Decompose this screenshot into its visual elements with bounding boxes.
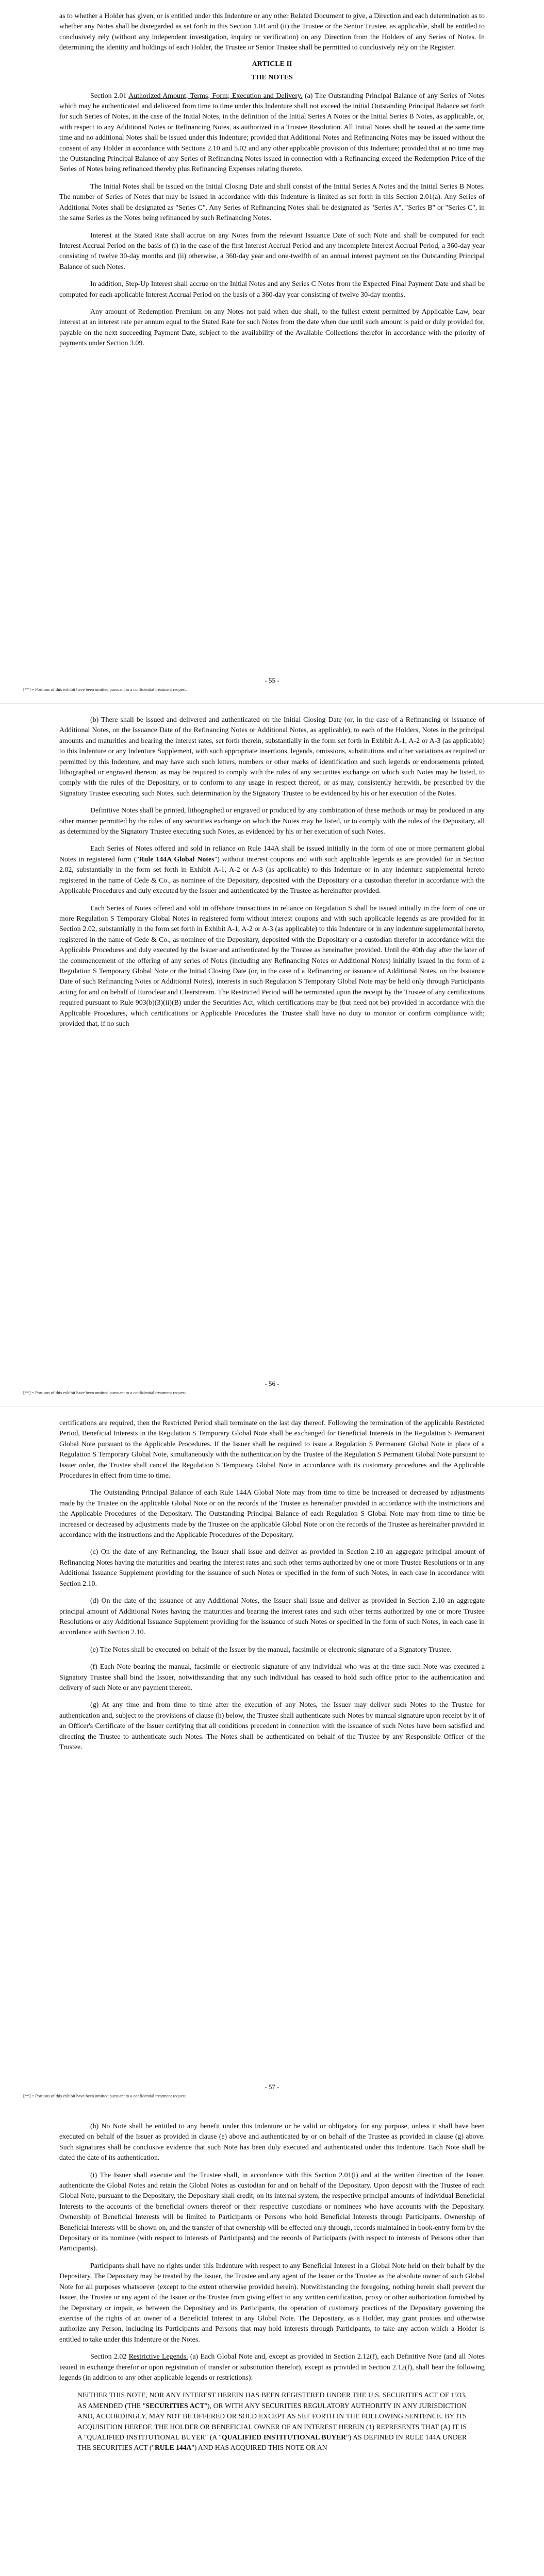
footnote: [**] = Portions of this exhibit have been omitted pursuant to a confidential treatment request. — [23, 1390, 187, 1395]
clause-d-paragraph: (d) On the date of the issuance of any Additional Notes, the Issuer shall issue and deliver as provided in Section 2.10 an aggregate principal amount of Additional Notes having the maturities and bearing the interest rates and such other terms authorized by one or more Trustee Resolutions or any Additional Issuance Supplement providing for the issuance of such Notes or specified in the form of such Notes, in each case in accordance with Section 2.10. — [59, 1597, 485, 1637]
section-2-02-text: (a) Each Global Note and, except as provided in Section 2.12(f), each Definitive Note (and all Notes issued in exchange therefor or upon registration of transfer or substitution therefor), except as provided in Section 2.12(f), shall bear the following legends (in addition to any other applicable legends or restrictions): — [59, 2353, 485, 2382]
clause-h-paragraph: (h) No Note shall be entitled to any benefit under this Indenture or be valid or obligatory for any purpose, unless it shall have been executed on behalf of the Issuer as provided in clause (e) above and authenticated by or on behalf of the Trustee as provided in clause (g) above. Such signatures shall be conclusive evidence that such Note has been duly executed and authenticated under this Indenture. Each Note shall be dated the date of its authentication. — [59, 2123, 485, 2162]
page-number: - 56 - — [265, 1380, 279, 1387]
section-2-01-number: Section 2.01 — [90, 92, 127, 100]
certifications-paragraph: certifications are required, then the Restricted Period shall terminate on the last day thereof. Following the termination of the applicable Restricted Period, Beneficial Interests in the Regulation S Temporary Global Note shall be exchanged for Beneficial Interests in the Regulation S Permanent Global Note pursuant to the Applicable Procedures. If the Issuer shall be required to issue a Regulation S Permanent Global Note in place of a Regulation S Temporary Global Note, simultaneously with the authentication by the Trustee of the Regulation S Permanent Global Note pursuant to Issuer order, the Trustee shall cancel the Regulation S Temporary Global Note in accordance with its customary procedures and the Applicable Procedures in effect from time to time. — [59, 1419, 485, 1480]
footnote: [**] = Portions of this exhibit have been omitted pursuant to a confidential treatment request. — [23, 687, 187, 692]
page-57 — [0, 1406, 544, 2110]
clause-g-paragraph: (g) At any time and from time to time after the execution of any Notes, the Issuer may deliver such Notes to the Trustee for authentication and, subject to the provisions of clause (h) below, the Trustee shall authenticate such Notes by manual signature upon receipt by it of an Officer's Certificate of the Issuer certifying that all conditions precedent in connection with the issuance of such Notes have been satisfied and directing the Trustee to authenticate such Notes. The Notes shall be authenticated on behalf of the Trustee by any Responsible Officer of the Trustee. — [59, 1701, 485, 1751]
footnote: [**] = Portions of this exhibit have been omitted pursuant to a confidential treatment request. — [23, 2093, 187, 2098]
legend-text-4: ") AND HAS ACQUIRED THIS NOTE OR AN — [191, 2444, 327, 2452]
rule-144a-paragraph — [59, 844, 485, 896]
article-heading: ARTICLE II — [252, 60, 292, 68]
legend-text-3: ") AS DEFINED IN RULE 144A UNDER THE SECURITIES ACT (" — [77, 2433, 467, 2452]
restrictive-legend — [77, 2390, 467, 2453]
clause-e-paragraph: (e) The Notes shall be executed on behalf of the Issuer by the manual, facsimile or electronic signature of a Signatory Trustee. — [90, 1646, 452, 1654]
section-2-02-title: Restrictive Legends. — [128, 2353, 188, 2361]
article-title: THE NOTES — [251, 73, 293, 81]
legend-text-2: "), OR WITH ANY SECURITIES REGULATORY AUTHORITY IN ANY JURISDICTION AND, ACCORDINGLY, MAY NOT BE OFFERED OR SOLD EXCEPT AS SET FORTH IN THE FOLLOWING SENTENCE. BY ITS ACQUISITION HEREOF, THE HOLDER OR BENEFICIAL OWNER OF AN INTEREST HEREIN (1) REPRESENTS THAT (A) IT IS A "QUALIFIED INSTITUTIONAL BUYER" (A " — [77, 2401, 467, 2441]
step-up-paragraph: In addition, Step-Up Interest shall accrue on the Initial Notes and any Series C Notes from the Expected Final Payment Date and shall be computed for each applicable Interest Accrual Period on the basis of a 360-day year consisting of twelve 30-day months. — [59, 280, 485, 299]
rule-144a-term: Rule 144A Global Notes — [139, 855, 215, 863]
page-number: - 57 - — [265, 2083, 279, 2091]
intro-paragraph: as to whether a Holder has given, or is entitled under this Indenture or any other Related Document to give, a Direction and each determination as to whether any Notes shall be disregarded as set forth in this Section 1.04 and (ii) the Trustee or the Senior Trustee, as applicable, shall be entitled to conclusively rely (without any independent investigation, inquiry or verification) on any Direction from the Holders of any Series of Notes. In determining the identity and holdings of each Holder, the Trustee or Senior Trustee shall be permitted to conclusively rely on the Register. — [59, 12, 485, 52]
rule-144a-text-2: ") without interest coupons and with such applicable legends as are provided for in Section 2.02, substantially in the form set forth in Exhibit A-1, A-2 or A-3 (as applicable) to this Indenture or in any indenture supplemental hereto registered in the name of Cede & Co., as nominee of the Depositary, deposited with the Depositary or a custodian therefor in accordance with the Applicable Procedures and duly executed by the Issuer and authenticated by the Trustee as hereinafter provided. — [59, 855, 485, 895]
section-2-01-text: (a) The Outstanding Principal Balance of any Series of Notes which may be authenticated and delivered from time to time under this Indenture shall not exceed the initial Outstanding Principal Balance set forth for such Series of Notes, in the case of the Initial Notes, in the definition of the Initial Series A Notes or the Initial Series B Notes, as applicable, or, with respect to any Additional Notes or Refinancing Notes, as authorized in a Trustee Resolution. All Initial Notes shall be issued at the same time time and no additional Notes shall be issued under this Indenture; provided that Additional Notes and Refinancing Notes may be issued without the consent of any Holder in accordance with Sections 2.10 and 5.02 and any other applicable provision of this Indenture; provided that at no time may the Outstanding Principal Balance of any Series of Refinancing Notes issued in connection with a Refinancing exceed the Redemption Price of the Series of Notes being refinanced thereby plus Refinancing Expenses relating thereto. — [59, 92, 485, 174]
page-number: - 55 - — [265, 676, 279, 684]
clause-c-paragraph: (c) On the date of any Refinancing, the Issuer shall issue and deliver as provided in Section 2.10 an aggregate principal amount of Refinancing Notes having the maturities and bearing the interest rates and such other terms authorized by one or more Trustee Resolutions or in any Additional Issuance Supplement providing for the issuance of such Notes or specified in the form of such Notes, in each case in accordance with Section 2.10. — [59, 1548, 485, 1588]
clause-f-paragraph: (f) Each Note bearing the manual, facsimile or electronic signature of any individual who was at the time such Note was executed a Signatory Trustee shall bind the Issuer, notwithstanding that any such individual has ceased to hold such office prior to the authentication and delivery of such Note or any payment thereon. — [59, 1663, 485, 1692]
legend-term-securities-act: SECURITIES ACT — [145, 2401, 205, 2410]
page-55 — [0, 0, 544, 703]
regulation-s-paragraph: Each Series of Notes offered and sold in offshore transactions in reliance on Regulation S shall be issued initially in the form of one or more Regulation S Temporary Global Notes in registered form without interest coupons and with such applicable legends as are provided for in Section 2.02, substantially in the form set forth in Exhibit A-1, A-2 or A-3 (as applicable) to this Indenture or in any indenture supplemental hereto, registered in the name of Cede & Co., as nominee of the Depositary, deposited with the Depositary or a custodian therefor in accordance with the Applicable Procedures and duly executed by the Issuer and authenticated by the Trustee as hereinafter provided. Until the 40th day after the later of the commencement of the offering of any series of Notes (including any Refinancing Notes or Additional Notes) initially issued in the form of a Regulation S Temporary Global Note or the Initial Closing Date (or, in the case of a Refinancing or issuance of Additional Notes, on the Issuance Date of such Refinancing Notes or Additional Notes), interests in such Regulation S Temporary Global Note may be held only through Participants acting for and on behalf of Euroclear and Clearstream. The Restricted Period will be terminated upon the receipt by the Trustee of any certifications required pursuant to Rule 903(b)(3)(ii)(B) under the Securities Act, which certifications may be (but need not be) provided in accordance with the Applicable Procedures, which certifications or Applicable Procedures the Trustee shall have no duty to monitor or confirm compliance with; provided that, if no such — [59, 904, 485, 1028]
initial-notes-paragraph: The Initial Notes shall be issued on the Initial Closing Date and shall consist of the Initial Series A Notes and the Initial Series B Notes. The number of Series of Notes that may be issued in accordance with this Indenture is limited as set forth in this Section 2.01(a). Any Series of Additional Notes shall be designated as "Series C". Any Series of Refinancing Notes shall be designated as "Series A", "Series B" or "Series C", in the same Series as the Notes being refinanced by such Refinancing Notes. — [59, 182, 485, 223]
rule-144a-text-1: Each Series of Notes offered and sold in reliance on Rule 144A shall be issued initially in the form of one or more permanent global Notes in registered form (" — [59, 845, 485, 863]
definitive-notes-paragraph: Definitive Notes shall be printed, lithographed or engraved or produced by any combination of these methods or may be produced in any other manner permitted by the rules of any securities exchange on which the Notes may be listed, or to comply with the rules of the Depositary, all as determined by the Signatory Trustee executing such Notes, as evidenced by his or her execution of such Notes. — [59, 807, 485, 836]
clause-i-paragraph: (i) The Issuer shall execute and the Trustee shall, in accordance with this Section 2.01(i) and at the written direction of the Issuer, authenticate the Global Notes and retain the Global Notes as custodian for and on behalf of the Depositary. Upon deposit with the Trustee of each Global Note, pursuant to the Depositary, the Depositary shall credit, on its internal system, the respective principal amounts of individual Beneficial Interests to the accounts of the beneficial owners thereof or their respective custodians or nominees who have accounts with the Depositary. Ownership of Beneficial Interests will be limited to Participants or Persons who hold Beneficial Interests through Participants. Ownership of Beneficial Interests will be shown on, and the transfer of that ownership will be effected only through, records maintained in book-entry form by the Depositary or its nominee (with respect to interests of Participants) and the records of Participants (with respect to interests of Persons other than Participants). — [59, 2171, 485, 2253]
legend-text-1: NEITHER THIS NOTE, NOR ANY INTEREST HEREIN HAS BEEN REGISTERED UNDER THE U.S. SECURITIES ACT OF 1933, AS AMENDED (THE " — [77, 2391, 467, 2410]
page-56 — [0, 703, 544, 1406]
section-2-02-number: Section 2.02 — [90, 2353, 127, 2361]
participants-paragraph: Participants shall have no rights under this Indenture with respect to any Beneficial Interest in a Global Note held on their behalf by the Depositary. The Depositary may be treated by the Issuer, the Trustee and any agent of the Issuer or the Trustee as the absolute owner of such Global Note for all purposes whatsoever (except to the extent otherwise provided herein). Notwithstanding the foregoing, nothing herein shall prevent the Issuer, the Trustee or any agent of the Issuer or the Trustee from giving effect to any written certification, proxy or other authorization furnished by the Depositary or impair, as between the Depositary and its Participants, the operation of customary practices of the Depositary governing the exercise of the rights of an owner of a Beneficial Interest in any Global Note. The Depositary, as a Holder, may grant proxies and otherwise authorize any Person, including its Participants and Persons that may hold interests through Participants, to take any action which a Holder is entitled to take under this Indenture or the Notes. — [59, 2262, 485, 2344]
interest-paragraph: Interest at the Stated Rate shall accrue on any Notes from the relevant Issuance Date of such Note and shall be computed for each Interest Accrual Period on the basis of (i) in the case of the first Interest Accrual Period and any incomplete Interest Accrual Period, a 360-day year consisting of twelve 30-day months and (ii) otherwise, a 360-day year and one-twelfth of an annual interest payment on the Outstanding Principal Balance of such Notes. — [59, 231, 485, 271]
clause-b-paragraph: (b) There shall be issued and delivered and authenticated on the Initial Closing Date (or, in the case of a Refinancing or issuance of Additional Notes, on the Issuance Date of the Refinancing Notes or Additional Notes, as applicable), to each of the Holders, Notes in the principal amounts and maturities and bearing the interest rates, set forth therein, substantially in the form set forth in Exhibit A-1, A-2 or A-3 (as applicable) to this Indenture or any Indenture Supplement, with such appropriate insertions, legends, omissions, substitutions and other variations as required or permitted by this Indenture, and may have such such letters, numbers or other marks of identification and such legends or endorsements printed, lithographed or engraved thereon, as may be required to comply with the rules of any securities exchange on which such Notes may be listed, to comply with the rules of the Depositary, or to conform to any usage in respect thereof, or as may, consistently herewith, be prescribed by the Signatory Trustee executing such Notes, such determination by the Signatory Trustee to be evidenced by his or her execution of the Notes. — [59, 716, 485, 798]
redemption-premium-paragraph: Any amount of Redemption Premium on any Notes not paid when due shall, to the fullest extent permitted by Applicable Law, bear interest at an interest rate per annum equal to the Stated Rate for such Notes from the date when due until such amount is paid or duly provided for, payable on the next succeeding Payment Date, subject to the availability of the Available Collections therefor in accordance with the priority of payments under Section 3.09. — [59, 308, 485, 348]
page-58 — [0, 2110, 544, 2576]
section-2-01-title: Authorized Amount; Terms; Form; Execution and Delivery. — [128, 92, 303, 100]
legend-term-qib: QUALIFIED INSTITUTIONAL BUYER — [221, 2433, 347, 2441]
section-2-02-paragraph — [59, 2352, 485, 2383]
section-2-01-paragraph — [59, 91, 485, 175]
outstanding-balance-paragraph: The Outstanding Principal Balance of each Rule 144A Global Note may from time to time be increased or decreased by adjustments made by the Trustee on the applicable Global Note or on the records of the Trustee as hereinafter provided in accordance with the instructions and the Applicable Procedures of the Depositary. The Outstanding Principal Balance of each Regulation S Global Note may from time to time be increased or decreased by adjustments made by the Trustee on the applicable Global Note or on the records of the Trustee as hereinafter provided in accordance with the instructions and the Applicable Procedures of the Depositary. — [59, 1489, 485, 1539]
legend-term-rule-144a: RULE 144A — [154, 2444, 192, 2452]
